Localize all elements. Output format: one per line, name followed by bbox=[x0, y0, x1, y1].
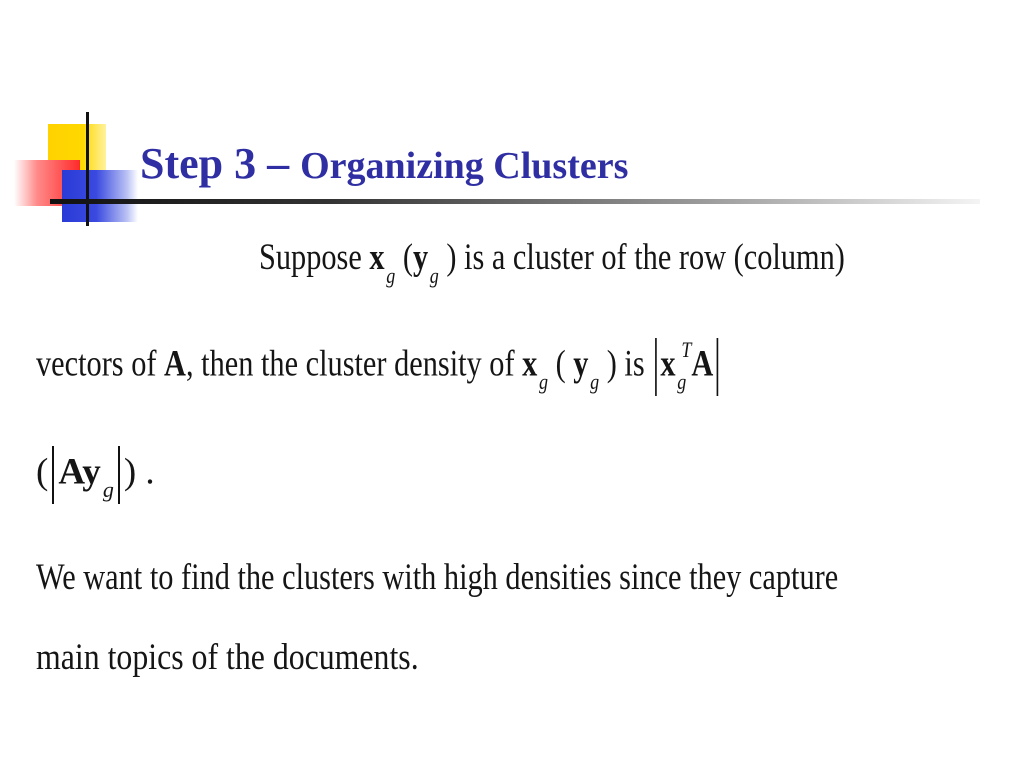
abs-bar-right bbox=[717, 338, 719, 396]
body-line-4: We want to find the clusters with high densities since they capture bbox=[36, 557, 839, 598]
var-x: x bbox=[369, 237, 385, 278]
logo-blue-square bbox=[62, 170, 138, 222]
line1-rest: is a cluster of the row (column) bbox=[464, 237, 845, 278]
body-line-1 bbox=[259, 236, 973, 288]
title-underline bbox=[50, 199, 980, 204]
paren-open: ( bbox=[555, 343, 566, 385]
var-y: y bbox=[412, 237, 429, 278]
sub-g: g bbox=[386, 263, 396, 288]
title-sub: Organizing Clusters bbox=[300, 145, 629, 187]
paren-open: ( bbox=[402, 237, 413, 278]
paren-close-period: ) . bbox=[123, 451, 155, 493]
sub-g: g bbox=[429, 263, 439, 288]
sub-g: g bbox=[590, 369, 600, 395]
sub-g: g bbox=[538, 369, 549, 395]
abs-bar-right bbox=[118, 446, 120, 504]
sup-T: T bbox=[681, 337, 692, 363]
var-Ay: Ay bbox=[58, 451, 101, 493]
word-is: is bbox=[624, 343, 645, 385]
var-x: x bbox=[522, 343, 538, 385]
paren-open: ( bbox=[36, 451, 49, 493]
abs-bar-left bbox=[655, 338, 657, 396]
line2-middle: , then the cluster density of bbox=[185, 343, 515, 385]
body-line-5: main topics of the documents. bbox=[36, 637, 419, 678]
abs-bar-left bbox=[52, 446, 54, 504]
sub-g: g bbox=[677, 369, 687, 395]
var-x: x bbox=[660, 343, 676, 385]
logo-vertical-line bbox=[86, 112, 89, 226]
paren-close: ) bbox=[446, 237, 457, 278]
word-suppose: Suppose bbox=[259, 237, 362, 278]
body-line-2 bbox=[36, 338, 872, 396]
body-line-3 bbox=[36, 446, 155, 504]
title-main: Step 3 – bbox=[140, 139, 290, 188]
sub-g: g bbox=[102, 477, 114, 503]
paren-close: ) bbox=[606, 343, 617, 385]
var-A: A bbox=[691, 343, 714, 385]
var-A: A bbox=[164, 343, 186, 385]
words-vectors-of: vectors of bbox=[36, 343, 157, 385]
var-y: y bbox=[573, 343, 589, 385]
slide-title bbox=[140, 138, 628, 192]
